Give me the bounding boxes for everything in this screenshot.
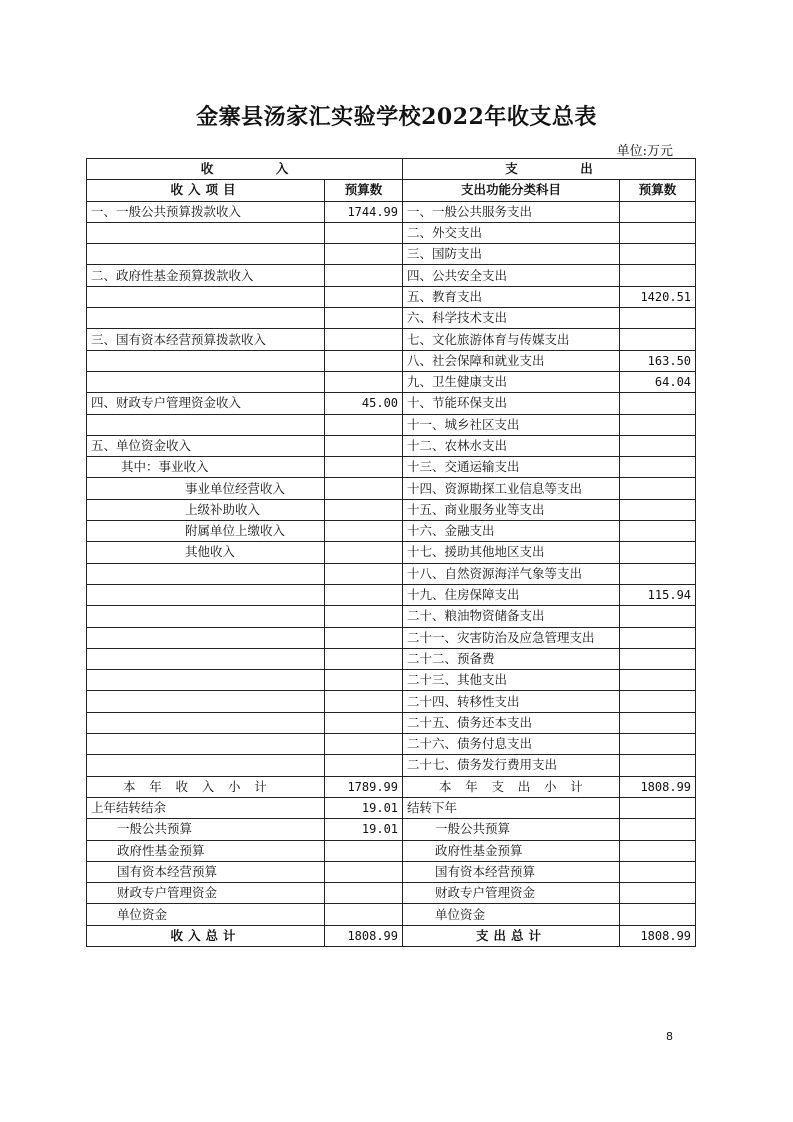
expense-value-cell [620, 691, 696, 712]
carryover-row [87, 904, 696, 925]
income-value-cell: 1744.99 [325, 201, 403, 222]
carryover-row [87, 883, 696, 904]
income-item-cell [87, 670, 325, 691]
income-item-cell: 二、政府性基金预算拨款收入 [87, 265, 325, 286]
income-item-cell [87, 627, 325, 648]
page-number: 8 [666, 1030, 673, 1043]
table-row [87, 691, 696, 712]
unit-label: 单位:万元 [616, 144, 673, 159]
income-value-cell [325, 755, 403, 776]
table-row [87, 286, 696, 307]
expense-value-cell [620, 755, 696, 776]
income-total-label: 收入总计 [87, 925, 325, 946]
table-row [87, 308, 696, 329]
expense-item-cell: 十八、自然资源海洋气象等支出 [403, 563, 620, 584]
income-item-cell: 一、一般公共预算拨款收入 [87, 201, 325, 222]
table-row [87, 584, 696, 605]
header-row-sections [87, 159, 696, 180]
income-value-cell: 45.00 [325, 393, 403, 414]
income-value-cell [325, 478, 403, 499]
expense-value-cell: 163.50 [620, 350, 696, 371]
income-item-cell: 附属单位上缴收入 [87, 521, 325, 542]
expense-subtotal-value: 1808.99 [620, 776, 696, 797]
expense-value-cell [620, 627, 696, 648]
carryover-expense-value [620, 904, 696, 925]
expense-value-cell: 64.04 [620, 371, 696, 392]
expense-item-cell: 二十三、其他支出 [403, 670, 620, 691]
expense-item-cell: 一、一般公共服务支出 [403, 201, 620, 222]
table-row [87, 670, 696, 691]
expense-value-cell [620, 712, 696, 733]
table-row [87, 478, 696, 499]
income-item-cell [87, 244, 325, 265]
header-row-columns [87, 180, 696, 201]
expense-value-cell: 115.94 [620, 584, 696, 605]
income-item-cell [87, 350, 325, 371]
income-item-cell: 上级补助收入 [87, 499, 325, 520]
income-item-cell: 四、财政专户管理资金收入 [87, 393, 325, 414]
expense-value-cell [620, 329, 696, 350]
table-row [87, 435, 696, 456]
expense-value-cell [620, 521, 696, 542]
income-value-cell [325, 627, 403, 648]
expense-value-cell [620, 222, 696, 243]
carryover-income-label: 国有资本经营预算 [87, 861, 325, 882]
expense-budget-header: 预算数 [620, 180, 696, 201]
expense-value-cell [620, 265, 696, 286]
expense-item-cell: 二、外交支出 [403, 222, 620, 243]
income-value-cell [325, 222, 403, 243]
expense-item-cell: 二十二、预备费 [403, 648, 620, 669]
income-total-value: 1808.99 [325, 925, 403, 946]
expense-total-label: 支出总计 [403, 925, 620, 946]
income-value-cell [325, 712, 403, 733]
expense-value-cell [620, 734, 696, 755]
income-value-cell [325, 499, 403, 520]
income-item-cell: 事业单位经营收入 [87, 478, 325, 499]
expense-value-cell [620, 457, 696, 478]
table-row [87, 755, 696, 776]
income-value-cell [325, 308, 403, 329]
expense-item-cell: 二十一、灾害防治及应急管理支出 [403, 627, 620, 648]
expense-value-cell [620, 670, 696, 691]
table-row [87, 393, 696, 414]
page-title: 金寨县汤家汇实验学校2022年收支总表 [196, 104, 597, 130]
budget-summary-table [86, 158, 696, 947]
expense-value-cell [620, 435, 696, 456]
carryover-income-label: 财政专户管理资金 [87, 883, 325, 904]
expense-item-cell: 五、教育支出 [403, 286, 620, 307]
income-item-cell [87, 606, 325, 627]
carryover-income-value [325, 840, 403, 861]
table-row [87, 414, 696, 435]
income-item-cell [87, 734, 325, 755]
carryover-expense-label: 国有资本经营预算 [403, 861, 620, 882]
table-row [87, 648, 696, 669]
expense-item-cell: 二十五、债务还本支出 [403, 712, 620, 733]
expense-value-cell [620, 563, 696, 584]
expense-value-cell [620, 308, 696, 329]
expense-item-cell: 十七、援助其他地区支出 [403, 542, 620, 563]
expense-value-cell: 1420.51 [620, 286, 696, 307]
expense-item-cell: 十、节能环保支出 [403, 393, 620, 414]
carryover-income-value [325, 883, 403, 904]
expense-item-cell: 十四、资源勘探工业信息等支出 [403, 478, 620, 499]
expense-item-cell: 十二、农林水支出 [403, 435, 620, 456]
expense-section-header: 支 出 [403, 159, 696, 180]
income-value-cell [325, 563, 403, 584]
table-row [87, 542, 696, 563]
income-value-cell [325, 265, 403, 286]
expense-value-cell [620, 499, 696, 520]
income-item-cell [87, 286, 325, 307]
expense-item-cell: 七、文化旅游体育与传媒支出 [403, 329, 620, 350]
income-item-cell [87, 648, 325, 669]
income-value-cell [325, 521, 403, 542]
expense-item-cell: 十六、金融支出 [403, 521, 620, 542]
expense-value-cell [620, 414, 696, 435]
income-value-cell [325, 457, 403, 478]
expense-subtotal-label: 本年支出小计 [403, 776, 620, 797]
table-row [87, 265, 696, 286]
income-value-cell [325, 648, 403, 669]
carryover-expense-label: 一般公共预算 [403, 819, 620, 840]
expense-item-cell: 二十、粮油物资储备支出 [403, 606, 620, 627]
carryover-row [87, 861, 696, 882]
income-value-cell [325, 606, 403, 627]
subtotal-row [87, 776, 696, 797]
income-value-cell [325, 414, 403, 435]
carryover-expense-value [620, 797, 696, 818]
expense-item-cell: 二十四、转移性支出 [403, 691, 620, 712]
carryover-row [87, 797, 696, 818]
expense-item-cell: 四、公共安全支出 [403, 265, 620, 286]
table-row [87, 734, 696, 755]
income-value-cell [325, 542, 403, 563]
carryover-expense-value [620, 819, 696, 840]
income-value-cell [325, 371, 403, 392]
table-row [87, 201, 696, 222]
expense-item-cell: 十五、商业服务业等支出 [403, 499, 620, 520]
income-value-cell [325, 734, 403, 755]
expense-total-value: 1808.99 [620, 925, 696, 946]
income-item-cell: 五、单位资金收入 [87, 435, 325, 456]
carryover-expense-value [620, 883, 696, 904]
expense-item-cell: 九、卫生健康支出 [403, 371, 620, 392]
income-item-cell [87, 691, 325, 712]
income-item-cell [87, 308, 325, 329]
expense-value-cell [620, 542, 696, 563]
table-row [87, 606, 696, 627]
carryover-income-value [325, 904, 403, 925]
total-row [87, 925, 696, 946]
income-value-cell [325, 350, 403, 371]
carryover-income-label: 上年结转结余 [87, 797, 325, 818]
table-row [87, 329, 696, 350]
expense-item-cell: 二十六、债务付息支出 [403, 734, 620, 755]
carryover-expense-label: 单位资金 [403, 904, 620, 925]
carryover-income-value: 19.01 [325, 819, 403, 840]
expense-item-cell: 十一、城乡社区支出 [403, 414, 620, 435]
table-row [87, 350, 696, 371]
carryover-expense-label: 结转下年 [403, 797, 620, 818]
income-item-cell [87, 222, 325, 243]
income-item-cell [87, 563, 325, 584]
table-row [87, 371, 696, 392]
expense-value-cell [620, 478, 696, 499]
income-value-cell [325, 584, 403, 605]
income-item-header: 收入项目 [87, 180, 325, 201]
table-row [87, 627, 696, 648]
carryover-row [87, 819, 696, 840]
carryover-row [87, 840, 696, 861]
income-subtotal-label: 本年收入小计 [87, 776, 325, 797]
income-value-cell [325, 435, 403, 456]
expense-value-cell [620, 648, 696, 669]
carryover-income-value: 19.01 [325, 797, 403, 818]
income-value-cell [325, 286, 403, 307]
expense-value-cell [620, 606, 696, 627]
income-value-cell [325, 244, 403, 265]
expense-item-cell: 六、科学技术支出 [403, 308, 620, 329]
income-value-cell [325, 691, 403, 712]
income-value-cell [325, 670, 403, 691]
expense-item-cell: 八、社会保障和就业支出 [403, 350, 620, 371]
income-item-cell: 其他收入 [87, 542, 325, 563]
table-row [87, 244, 696, 265]
table-row [87, 563, 696, 584]
carryover-expense-value [620, 840, 696, 861]
expense-value-cell [620, 201, 696, 222]
income-subtotal-value: 1789.99 [325, 776, 403, 797]
table-row [87, 222, 696, 243]
income-item-cell [87, 371, 325, 392]
income-section-header: 收 入 [87, 159, 403, 180]
table-row [87, 521, 696, 542]
carryover-income-label: 政府性基金预算 [87, 840, 325, 861]
income-item-cell: 三、国有资本经营预算拨款收入 [87, 329, 325, 350]
carryover-income-label: 单位资金 [87, 904, 325, 925]
expense-item-cell: 三、国防支出 [403, 244, 620, 265]
income-item-cell [87, 414, 325, 435]
expense-value-cell [620, 393, 696, 414]
carryover-income-label: 一般公共预算 [87, 819, 325, 840]
table-row [87, 712, 696, 733]
expense-item-cell: 十三、交通运输支出 [403, 457, 620, 478]
expense-item-cell: 十九、住房保障支出 [403, 584, 620, 605]
income-item-cell: 其中：事业收入 [87, 457, 325, 478]
carryover-income-value [325, 861, 403, 882]
carryover-expense-label: 政府性基金预算 [403, 840, 620, 861]
income-item-cell [87, 584, 325, 605]
expense-value-cell [620, 244, 696, 265]
carryover-expense-label: 财政专户管理资金 [403, 883, 620, 904]
expense-item-cell: 二十七、债务发行费用支出 [403, 755, 620, 776]
table-row [87, 457, 696, 478]
income-value-cell [325, 329, 403, 350]
income-item-cell [87, 755, 325, 776]
income-item-cell [87, 712, 325, 733]
carryover-expense-value [620, 861, 696, 882]
expense-item-header: 支出功能分类科目 [403, 180, 620, 201]
income-budget-header: 预算数 [325, 180, 403, 201]
table-row [87, 499, 696, 520]
